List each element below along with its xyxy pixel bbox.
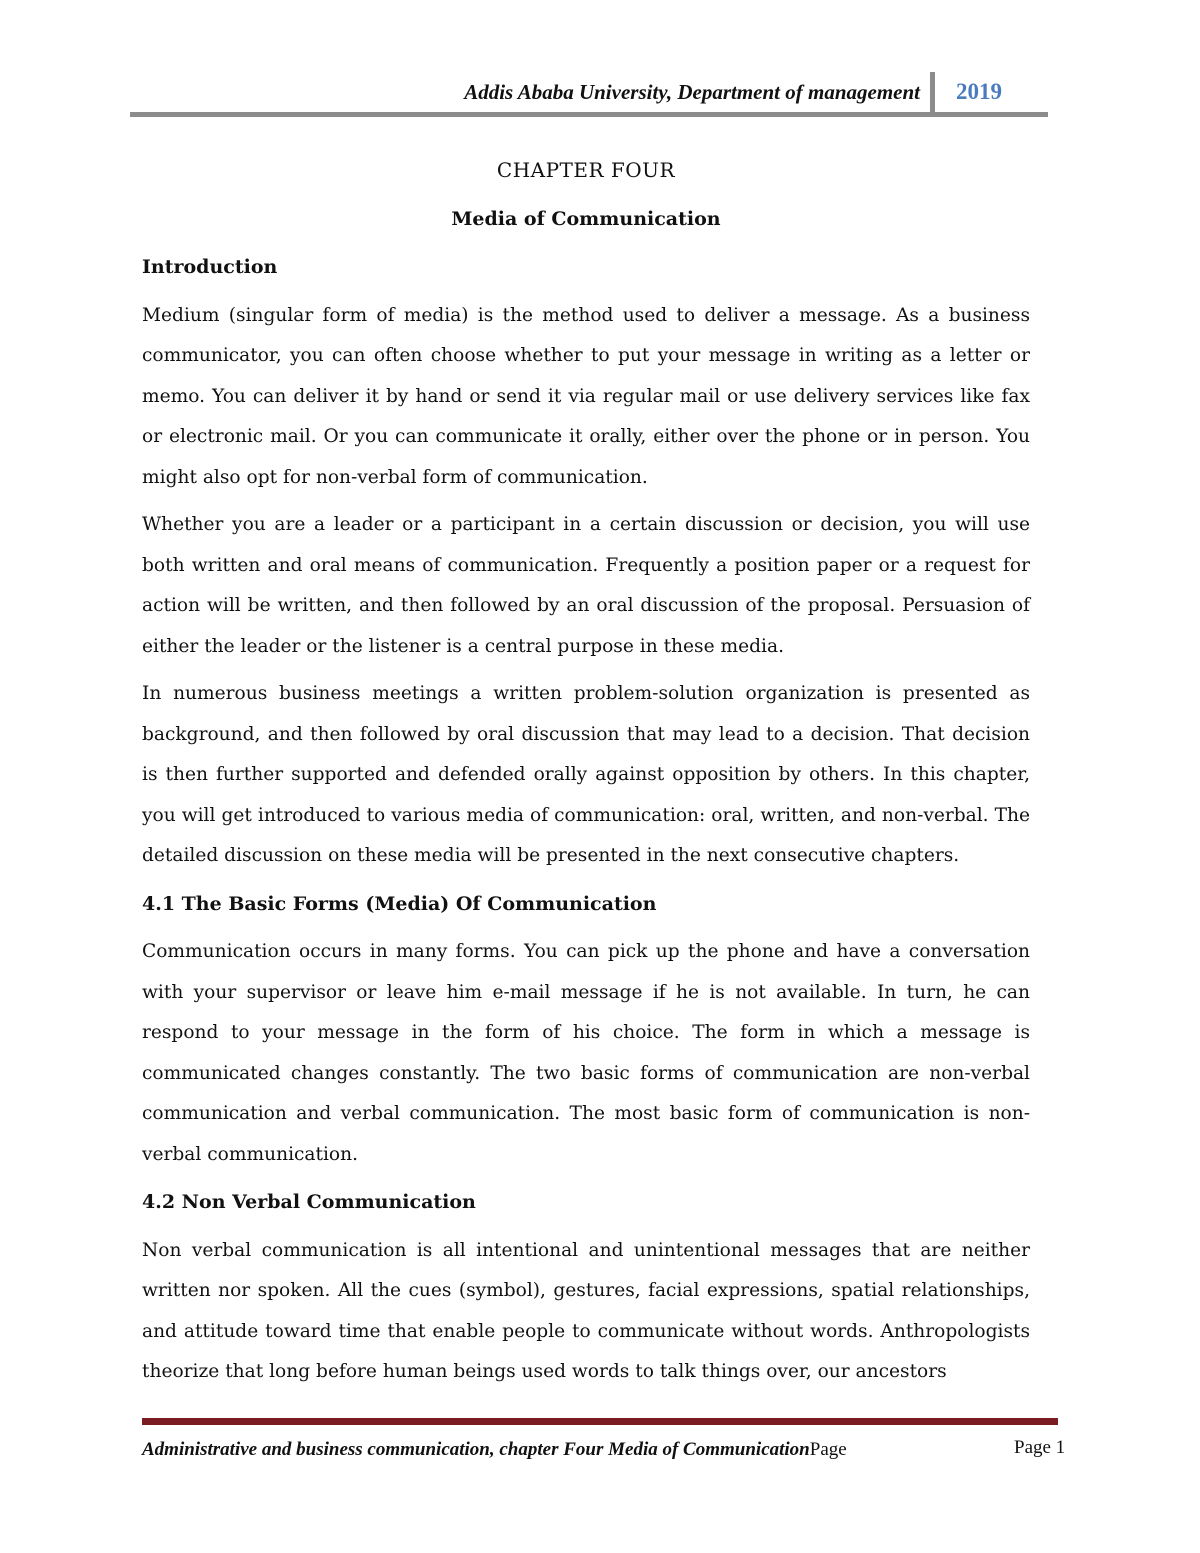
- header-title: Addis Ababa University, Department of management: [464, 80, 920, 104]
- header-rule: [130, 112, 1048, 117]
- header-year: 2019: [956, 79, 1002, 104]
- paragraph: Whether you are a leader or a participant in a certain discussion or decision, you will use both written and oral means of communication. Frequently a position paper or a request for action will be written, and then followed by an oral discussion of the proposal. Persuasion of either the leader or the listener is a central purpose in these media.: [142, 514, 1030, 657]
- page-content: [142, 150, 1030, 1400]
- section-heading-introduction: Introduction: [142, 256, 278, 278]
- paragraph: Communication occurs in many forms. You can pick up the phone and have a conversation with your supervisor or leave him e-mail message if he is not available. In turn, he can respond to your message in the form of his choice. The form in which a message is communicated changes constantly. The two basic forms of communication are non-verbal communication and verbal communication. The most basic form of communication is non-verbal communication.: [142, 941, 1030, 1165]
- chapter-title: CHAPTER FOUR: [496, 158, 676, 182]
- footer-title: Administrative and business communication, chapter Four Media of Communication: [142, 1439, 810, 1460]
- section-heading-4-1: 4.1 The Basic Forms (Media) Of Communication: [142, 892, 657, 915]
- footer-page-number: Page 1: [1014, 1437, 1066, 1458]
- section-heading-4-2: 4.2 Non Verbal Communication: [142, 1191, 476, 1213]
- footer-page-label: Page: [809, 1439, 847, 1460]
- footer-line: [142, 1439, 1058, 1461]
- header-divider: [930, 72, 935, 112]
- footer-rule: [142, 1418, 1058, 1425]
- paragraph: In numerous business meetings a written problem-solution organization is presented as background, and then followed by oral discussion that may lead to a decision. That decision is then further supported and defended orally against opposition by others. In this chapter, you will get introduced to various media of communication: oral, written, and non-verbal. The detailed discussion on these media will be presented in the next consecutive chapters.: [142, 683, 1030, 866]
- chapter-subtitle: Media of Communication: [451, 207, 721, 230]
- paragraph: Medium (singular form of media) is the method used to deliver a message. As a business communicator, you can often choose whether to put your message in writing as a letter or memo. You can deliver it by hand or send it via regular mail or use delivery services like fax or electronic mail. Or you can communicate it orally, either over the phone or in person. You might also opt for non-verbal form of communication.: [142, 304, 1030, 488]
- page-header: [130, 72, 1048, 118]
- paragraph: Non verbal communication is all intentional and unintentional messages that are neither written nor spoken. All the cues (symbol), gestures, facial expressions, spatial relationships, and attitude toward time that enable people to communicate without words. Anthropologists theorize that long before human beings used words to talk things over, our ancestors: [142, 1239, 1030, 1382]
- page-footer: [142, 1418, 1058, 1461]
